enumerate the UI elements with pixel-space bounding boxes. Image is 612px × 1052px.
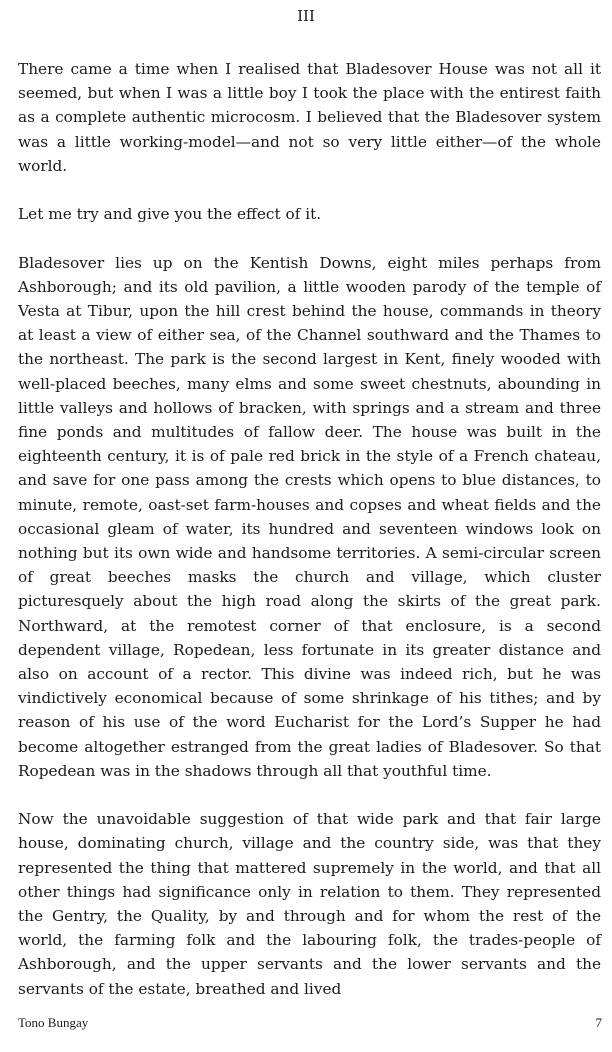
- section-heading: III: [297, 7, 315, 25]
- paragraph-2: Let me try and give you the effect of it.: [18, 205, 322, 224]
- paragraph-3: Bladesover lies up on the Kentish Downs, eight miles perhaps from Ashborough; and its old pavilion, a little wooden parody of the temple of Vesta at Tibur, upon the hill crest behind the house, commands in theory at least a view of either sea, of the Channel southward and the Thames to the northeast. The park is the second largest in Kent, finely wooded with well-placed beeches, many elms and some sweet chestnuts, abounding in little valleys and hollows of bracken, with springs and a stream and three fine ponds and multitudes of fallow deer. The house was built in the eighteenth century, it is of pale red brick in the style of a French chateau, and save for one pass among the crests which opens to blue distances, to minute, remote, oast-set farm-houses and copses and wheat fields and the occasional gleam of water, its hundred and seventeen windows look on nothing but its own wide and handsome territories. A semi-circular screen of great beeches masks the church and village, which cluster picturesquely about the high road along the skirts of the great park. Northward, at the remotest corner of that enclosure, is a second dependent village, Ropedean, less fortunate in its greater distance and also on account of a rector. This divine was indeed rich, but he was vindictively economical because of some shrinkage of his tithes; and by reason of his use of the word Eucharist for the Lord’s Supper he had become altogether estranged from the great ladies of Bladesover. So that Ropedean was in the shadows through all that youthful time.: [18, 253, 601, 780]
- paragraph-4: Now the unavoidable suggestion of that wide park and that fair large house, dominating church, village and the country side, was that they represented the thing that mattered supremely in the world, and that all other things had significance only in relation to them. They represented the Gentry, the Quality, by and through and for whom the rest of the world, the farming folk and the labouring folk, the trades-people of Ashborough, and the upper servants and the lower servants and the servants of the estate, breathed and lived: [18, 810, 601, 998]
- paragraph-1: There came a time when I realised that Bladesover House was not all it seemed, but when I was a little boy I took the place with the entirest faith as a complete authentic microcosm. I believed that the Bladesover system was a little working-model—and not so very little either—of the whole world.: [18, 60, 601, 175]
- body-text: [18, 57, 601, 1001]
- footer-page-number: 7: [595, 1015, 602, 1030]
- footer-book-title: Tono Bungay: [18, 1015, 89, 1030]
